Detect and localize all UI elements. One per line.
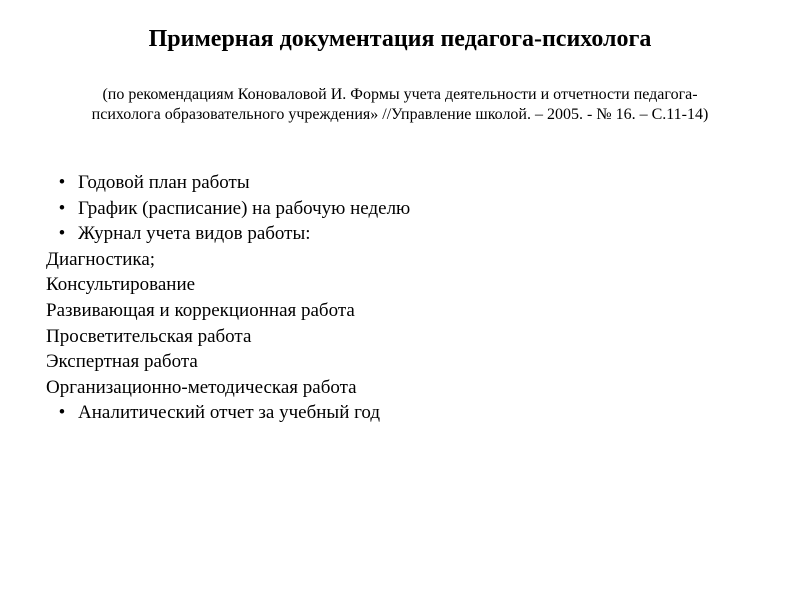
slide-subtitle bbox=[40, 85, 760, 125]
list-item-text: Годовой план работы bbox=[78, 172, 250, 193]
bullet-icon: • bbox=[58, 197, 66, 219]
bullet-icon: • bbox=[58, 172, 66, 193]
list-item-text: Журнал учета видов работы: bbox=[78, 223, 311, 245]
list-item-text: График (расписание) на рабочую неделю bbox=[78, 197, 411, 219]
list-item-plain: Организационно-методическая работа bbox=[46, 376, 357, 398]
list-item-plain: Диагностика; bbox=[46, 248, 156, 270]
bullet-icon: • bbox=[58, 402, 66, 424]
bullet-icon: • bbox=[58, 223, 66, 245]
list-item-bullet bbox=[46, 196, 766, 222]
documentation-list bbox=[46, 170, 766, 426]
subtitle-line-1: (по рекомендациям Коноваловой И. Формы учета деятельности и отчетности педагога- bbox=[102, 86, 698, 103]
subtitle-line-2: психолога образовательного учреждения» //Управление школой. – 2005. - № 16. – С.11-14) bbox=[91, 106, 709, 123]
list-item-bullet bbox=[46, 170, 766, 196]
list-item-plain: Развивающая и коррекционная работа bbox=[46, 299, 355, 321]
list-item-plain: Консультирование bbox=[46, 274, 196, 296]
list-item-bullet bbox=[46, 221, 766, 247]
list-item-plain: Просветительская работа bbox=[46, 325, 252, 347]
list-item-bullet bbox=[46, 400, 766, 426]
list-item-plain: Экспертная работа bbox=[46, 351, 198, 373]
slide-title: Примерная документация педагога-психолога bbox=[148, 26, 652, 52]
list-item-text: Аналитический отчет за учебный год bbox=[78, 402, 381, 424]
